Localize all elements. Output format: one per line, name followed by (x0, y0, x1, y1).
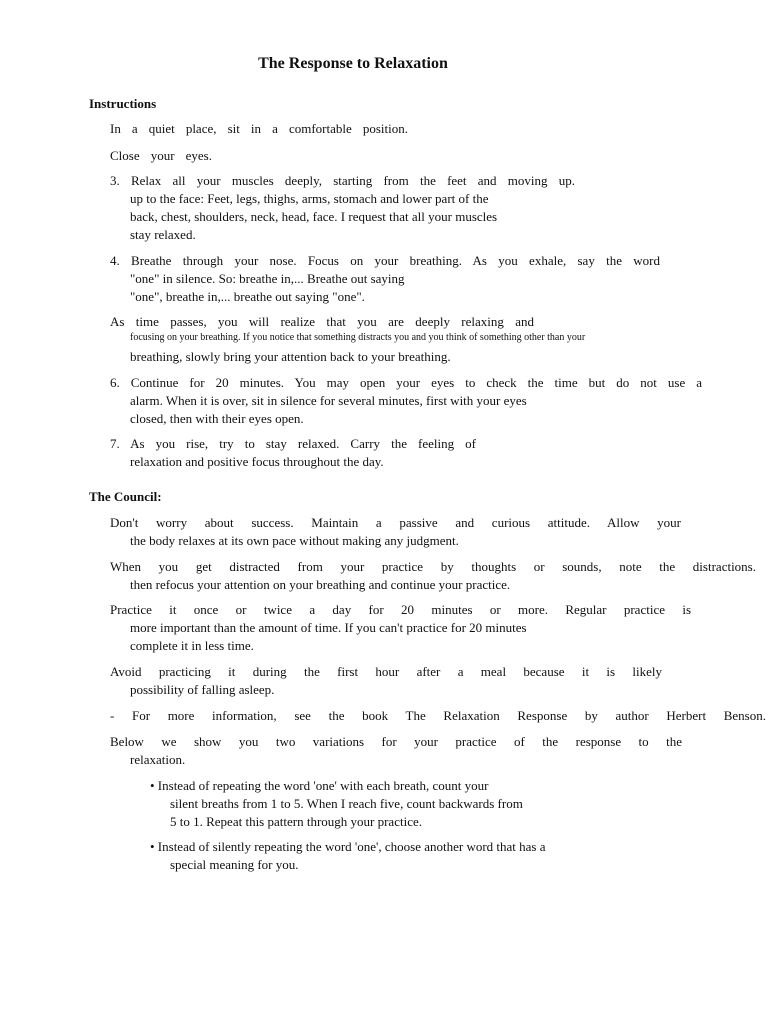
instruction-step-4-line: "one" in silence. So: breathe in,... Breathe out saying (130, 271, 405, 286)
instruction-step-5-line: As time passes, you will realize that you are deeply relaxing and (110, 314, 534, 329)
instruction-step-5-line: breathing, slowly bring your attention back to your breathing. (130, 349, 451, 364)
page-title: The Response to Relaxation (258, 55, 448, 72)
council-paragraph-line: then refocus your attention on your breathing and continue your practice. (130, 577, 511, 592)
council-paragraph-line: more important than the amount of time. If you can't practice for 20 minutes (130, 620, 527, 635)
instruction-step-6-line: alarm. When it is over, sit in silence for several minutes, first with your eyes (130, 393, 527, 408)
council-heading: The Council: (89, 489, 162, 504)
instructions-heading: Instructions (89, 96, 157, 111)
council-paragraph-line: Practice it once or twice a day for 20 minutes or more. Regular practice is (110, 602, 691, 617)
variation-bullet-line: 5 to 1. Repeat this pattern through your practice. (170, 814, 422, 829)
instruction-step-7-line: relaxation and positive focus throughout the day. (130, 454, 384, 469)
variation-bullet-line: • Instead of silently repeating the word 'one', choose another word that has a (150, 839, 546, 854)
instruction-step-4-line: 4. Breathe through your nose. Focus on your breathing. As you exhale, say the word (110, 253, 660, 268)
council-paragraph-line: Below we show you two variations for your practice of the response to the (110, 734, 682, 749)
instruction-step-3-line: 3. Relax all your muscles deeply, starting from the feet and moving up. (110, 173, 575, 188)
instruction-step-5-line: focusing on your breathing. If you notice that something distracts you and you think of something other than your (130, 332, 586, 343)
instruction-step-7-line: 7. As you rise, try to stay relaxed. Carry the feeling of (110, 436, 476, 451)
council-paragraph-line: Don't worry about success. Maintain a passive and curious attitude. Allow your (110, 515, 681, 530)
council-paragraph-line: Avoid practicing it during the first hour after a meal because it is likely (110, 664, 662, 679)
instruction-step-2: Close your eyes. (110, 148, 212, 163)
instruction-step-3-line: back, chest, shoulders, neck, head, face. I request that all your muscles (130, 209, 498, 224)
council-paragraph-line: the body relaxes at its own pace without making any judgment. (130, 533, 459, 548)
council-paragraph-line: When you get distracted from your practice by thoughts or sounds, note the distractions. (110, 559, 756, 574)
instruction-step-4-line: "one", breathe in,... breathe out saying "one". (130, 289, 365, 304)
variation-bullet-line: special meaning for you. (170, 857, 299, 872)
instruction-step-3-line: up to the face: Feet, legs, thighs, arms, stomach and lower part of the (130, 191, 489, 206)
instruction-step-6-line: closed, then with their eyes open. (130, 411, 304, 426)
council-paragraph-line: possibility of falling asleep. (130, 682, 275, 697)
instruction-step-3-line: stay relaxed. (130, 227, 196, 242)
council-paragraph-line: relaxation. (130, 752, 186, 767)
variation-bullet-line: • Instead of repeating the word 'one' with each breath, count your (150, 778, 489, 793)
council-paragraph-line: complete it in less time. (130, 638, 254, 653)
variation-bullet-line: silent breaths from 1 to 5. When I reach five, count backwards from (170, 796, 523, 811)
instruction-step-6-line: 6. Continue for 20 minutes. You may open your eyes to check the time but do not use a (110, 375, 702, 390)
council-paragraph-line: - For more information, see the book The Relaxation Response by author Herbert Benson. (110, 708, 766, 723)
instruction-step-1: In a quiet place, sit in a comfortable position. (110, 121, 408, 136)
